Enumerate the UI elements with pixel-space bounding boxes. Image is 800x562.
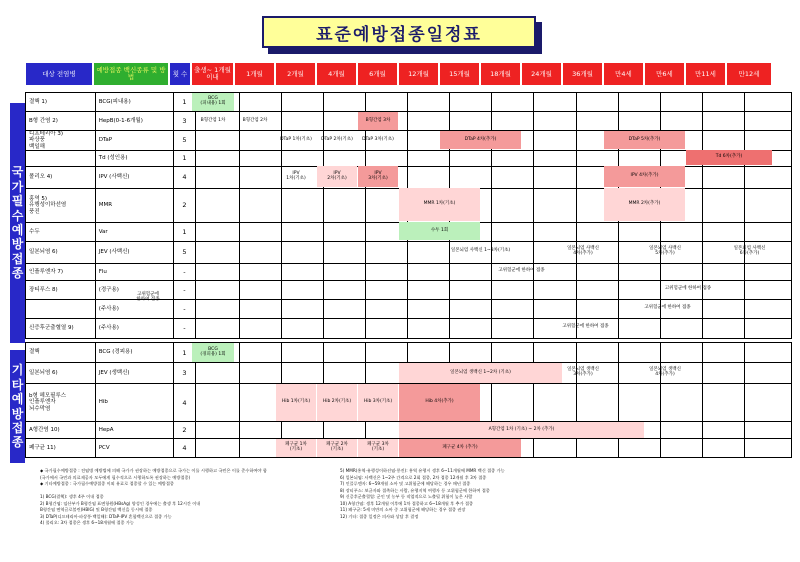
count-cell: 1 xyxy=(173,222,196,241)
schedule-cell xyxy=(618,222,660,241)
schedule-cell xyxy=(196,422,240,439)
schedule-entry: 폐구균 2차 (기초) xyxy=(317,439,357,457)
count-cell: 4 xyxy=(173,439,196,458)
schedule-cell xyxy=(660,222,702,241)
schedule-cell xyxy=(492,343,534,363)
count-cell: - xyxy=(173,263,196,280)
schedule-cell xyxy=(324,318,366,338)
schedule-cell xyxy=(282,263,324,280)
schedule-cell xyxy=(618,112,660,131)
schedule-entry: Hib 2차(기초) xyxy=(317,384,357,421)
schedule-cell xyxy=(576,112,618,131)
schedule-cell xyxy=(702,222,744,241)
schedule-cell xyxy=(282,241,324,263)
schedule-entry: DTaP 5차(추가) xyxy=(604,131,685,149)
disease-cell: 결핵 1) xyxy=(26,93,96,112)
schedule-cell xyxy=(324,280,366,299)
schedule-cell xyxy=(618,93,660,112)
header-count: 횟 수 xyxy=(170,63,190,85)
schedule-cell xyxy=(744,263,791,280)
schedule-cell xyxy=(196,222,240,241)
disease-cell: A형간염 10) xyxy=(26,422,96,439)
schedule-cell xyxy=(576,222,618,241)
header-age: 1개월 xyxy=(235,63,274,85)
schedule-cell xyxy=(450,112,492,131)
schedule-cell xyxy=(196,131,240,151)
schedule-cell xyxy=(492,112,534,131)
disease-cell: 디프테리아 3) 파상풍 백일해 xyxy=(26,131,96,151)
schedule-cell xyxy=(702,93,744,112)
schedule-cell xyxy=(702,384,744,422)
schedule-cell xyxy=(366,299,408,318)
group-label-national: 국가필수예방접종 xyxy=(10,103,25,343)
schedule-cell xyxy=(744,363,791,384)
vaccine-cell: Flu xyxy=(95,263,173,280)
typhoid-note: 고위험군에 한하여 접종 xyxy=(136,292,160,302)
schedule-entry: B형간염 2차 xyxy=(242,117,268,123)
header-vaccine: 예방접종 백신종류 및 방법 xyxy=(94,63,168,85)
schedule-entry: 고위험군에 한하여 접종 xyxy=(644,304,691,310)
schedule-cell xyxy=(576,343,618,363)
schedule-cell xyxy=(492,150,534,166)
schedule-entry: DTaP 3차(기초) xyxy=(362,136,394,142)
schedule-entry: 수두 1회 xyxy=(399,222,480,240)
schedule-cell xyxy=(702,188,744,222)
schedule-cell xyxy=(576,150,618,166)
vaccine-cell: (주사용) xyxy=(95,318,173,338)
schedule-entry: 일본뇌염 생백신 1~2차 (기초) xyxy=(399,363,562,383)
count-cell: 5 xyxy=(173,131,196,151)
header-age: 출생~ 1개월이내 xyxy=(192,63,233,85)
count-cell: 2 xyxy=(173,188,196,222)
vaccine-cell: HepA xyxy=(95,422,173,439)
schedule-cell xyxy=(744,439,791,458)
schedule-cell xyxy=(366,280,408,299)
schedule-cell xyxy=(534,343,576,363)
header-age: 6개월 xyxy=(358,63,397,85)
schedule-entry: 고위험군에 한하여 접종 xyxy=(664,285,712,291)
schedule-cell xyxy=(240,318,282,338)
disease-cell: 일본뇌염 6) xyxy=(26,241,96,263)
schedule-cell xyxy=(534,439,576,458)
vaccine-cell: (주사용) xyxy=(95,299,173,318)
schedule-entry: 폐구균 4차 (추가) xyxy=(399,439,521,457)
schedule-entry: MMR 2차(추가) xyxy=(604,188,685,221)
schedule-entry: IPV 3차(기초) xyxy=(358,166,398,187)
disease-cell: 장티푸스 8) xyxy=(26,280,96,299)
schedule-cell xyxy=(240,150,282,166)
schedule-entry: DTaP 1차(기초) xyxy=(280,136,312,142)
schedule-cell xyxy=(534,93,576,112)
schedule-cell xyxy=(744,131,791,151)
schedule-cell xyxy=(408,150,450,166)
schedule-cell xyxy=(660,439,702,458)
schedule-cell xyxy=(492,166,534,188)
disease-cell: 폐구균 11) xyxy=(26,439,96,458)
schedule-cell xyxy=(282,422,324,439)
schedule-cell xyxy=(408,280,450,299)
schedule-cell xyxy=(744,384,791,422)
header-age: 2개월 xyxy=(276,63,315,85)
vaccine-cell: (경구용) xyxy=(95,280,173,299)
schedule-cell xyxy=(366,93,408,112)
schedule-entry: IPV 1차(기초) xyxy=(286,170,306,181)
schedule-entry: IPV 4차(추가) xyxy=(604,166,685,187)
schedule-cell xyxy=(240,280,282,299)
count-cell: 4 xyxy=(173,384,196,422)
table-row xyxy=(26,93,792,112)
schedule-cell xyxy=(282,280,324,299)
schedule-cell xyxy=(450,93,492,112)
count-cell: 5 xyxy=(173,241,196,263)
schedule-cell xyxy=(240,299,282,318)
schedule-cell xyxy=(196,280,240,299)
schedule-cell xyxy=(450,299,492,318)
schedule-entry: DTaP 4차(추가) xyxy=(440,131,521,149)
schedule-cell xyxy=(196,363,240,384)
schedule-cell xyxy=(744,343,791,363)
vaccine-cell: JEV (생백신) xyxy=(95,363,173,384)
schedule-cell xyxy=(366,343,408,363)
schedule-entry: DTaP 2차(기초) xyxy=(321,136,353,142)
schedule-cell xyxy=(744,166,791,188)
schedule-entry: BCG (피내용) 1회 xyxy=(192,93,234,111)
schedule-entry: A형간염 1차 (기초) ~ 2차 (추가) xyxy=(399,422,644,438)
schedule-cell xyxy=(408,299,450,318)
schedule-entry: 폐구균 1차 (기초) xyxy=(276,439,316,457)
schedule-cell xyxy=(282,112,324,131)
header-age: 만4세 xyxy=(604,63,643,85)
notes-right: 5) MMR(홍역·유행성이하선염·풍진): 홍역 유행시 생후 6~11개월에 MMR 백신 접종 가능 6) 일본뇌염: 사백신은 1~2주 간격으로 2회 접종, 2차 접종 12개월 후 3차 접종 7) 인플루엔자: 6~59개월 소아 및 고위험군에 해당하는 경우 매년 접종 8) 장티푸스: 보균자와 접촉하는 사람, 유행지역 여행자 등 고위험군에 한하여 접종 9) 신증후군출혈열: 군인 및 농부 등 직업적으로 노출될 위험이 높은 사람 10) A형간염: 생후 12개월 이후에 1차 접종하고 6~18개월 후 추가 접종 11) 폐구균: 5세 미만의 소아 중 고위험군에 해당하는 경우 접종 권장 12) 기타: 접종 일정은 의사와 상담 후 결정 xyxy=(340,468,505,519)
schedule-cell xyxy=(702,439,744,458)
count-cell: 1 xyxy=(173,343,196,363)
schedule-cell xyxy=(282,299,324,318)
header-target: 대상 전염병 xyxy=(26,63,92,85)
schedule-cell xyxy=(702,112,744,131)
disease-cell xyxy=(26,299,96,318)
schedule-entry: 일본뇌염 생백신 4차(추가) xyxy=(649,367,681,377)
schedule-cell xyxy=(196,263,240,280)
schedule-cell xyxy=(324,299,366,318)
vaccine-cell: IPV (사백신) xyxy=(95,166,173,188)
header-age: 만6세 xyxy=(645,63,684,85)
schedule-cell xyxy=(450,166,492,188)
disease-cell: B형 간염 2) xyxy=(26,112,96,131)
schedule-cell xyxy=(744,222,791,241)
schedule-cell xyxy=(408,112,450,131)
schedule-cell xyxy=(324,343,366,363)
schedule-cell xyxy=(196,166,240,188)
vaccine-cell: JEV (사백신) xyxy=(95,241,173,263)
schedule-cell xyxy=(240,363,282,384)
header-age: 24개월 xyxy=(522,63,561,85)
schedule-cell xyxy=(660,422,702,439)
schedule-cell xyxy=(240,93,282,112)
schedule-cell xyxy=(492,280,534,299)
vaccine-cell: HepB(0-1-6개월) xyxy=(95,112,173,131)
schedule-cell xyxy=(196,439,240,458)
schedule-cell xyxy=(660,384,702,422)
schedule-entry: IPV 2차(기초) xyxy=(317,166,357,187)
schedule-entry: 일본뇌염 사백신 1~3차(기초) xyxy=(450,248,511,254)
schedule-entry: 일본뇌염 사백신 6차(추가) xyxy=(733,245,766,256)
schedule-cell xyxy=(282,363,324,384)
schedule-cell xyxy=(196,384,240,422)
vaccine-cell: BCG (경피용) xyxy=(95,343,173,363)
schedule-cell xyxy=(282,93,324,112)
schedule-cell xyxy=(660,112,702,131)
header-age: 36개월 xyxy=(563,63,602,85)
schedule-cell xyxy=(324,93,366,112)
table-row xyxy=(26,343,792,363)
schedule-cell xyxy=(534,222,576,241)
schedule-cell xyxy=(534,280,576,299)
vaccine-cell: DTaP xyxy=(95,131,173,151)
schedule-entry: 일본뇌염 사백신 4차(추가) xyxy=(567,245,599,256)
schedule-entry: B형간염 3차 xyxy=(358,112,398,130)
schedule-cell xyxy=(618,343,660,363)
schedule-entry: Hib 3차(기초) xyxy=(358,384,398,421)
schedule-cell xyxy=(324,422,366,439)
disease-cell xyxy=(26,150,96,166)
schedule-cell xyxy=(576,93,618,112)
schedule-cell xyxy=(450,280,492,299)
schedule-cell xyxy=(744,112,791,131)
schedule-cell xyxy=(576,384,618,422)
schedule-cell xyxy=(618,439,660,458)
schedule-cell xyxy=(492,299,534,318)
count-cell: 3 xyxy=(173,112,196,131)
header-age: 만12세 xyxy=(727,63,771,85)
schedule-cell xyxy=(702,263,744,280)
schedule-cell xyxy=(240,241,282,263)
schedule-cell xyxy=(450,150,492,166)
count-cell: - xyxy=(173,299,196,318)
count-cell: 3 xyxy=(173,363,196,384)
schedule-cell xyxy=(324,241,366,263)
schedule-cell xyxy=(324,222,366,241)
schedule-entry: 고위험군에 한하여 접종 xyxy=(498,267,545,273)
schedule-cell xyxy=(534,112,576,131)
disease-cell: b형 헤모필루스 인플루엔자 뇌수막염 xyxy=(26,384,96,422)
schedule-cell xyxy=(744,422,791,439)
header-age: 12개월 xyxy=(399,63,438,85)
schedule-entry: 일본뇌염 사백신 5차(추가) xyxy=(649,245,681,256)
schedule-cell xyxy=(660,263,702,280)
disease-cell: 수두 xyxy=(26,222,96,241)
schedule-entry: Hib 4차(추가) xyxy=(399,384,480,421)
header-age: 만11세 xyxy=(686,63,725,85)
schedule-cell xyxy=(492,222,534,241)
vaccine-cell: Td (성인용) xyxy=(95,150,173,166)
schedule-cell xyxy=(240,343,282,363)
schedule-cell xyxy=(408,343,450,363)
schedule-entry: 고위험군에 한하여 접종 xyxy=(562,324,609,330)
schedule-cell xyxy=(240,422,282,439)
schedule-cell xyxy=(196,188,240,222)
schedule-cell xyxy=(660,343,702,363)
table-row xyxy=(26,112,792,131)
disease-cell: 홍역 5) 유행성이하선염 풍진 xyxy=(26,188,96,222)
schedule-cell xyxy=(282,222,324,241)
page-title: 표준예방접종일정표 xyxy=(262,16,536,48)
schedule-cell xyxy=(702,343,744,363)
schedule-cell xyxy=(240,188,282,222)
count-cell: 1 xyxy=(173,150,196,166)
title-banner xyxy=(262,16,536,48)
vaccine-cell: MMR xyxy=(95,188,173,222)
header-age: 15개월 xyxy=(440,63,479,85)
schedule-cell xyxy=(744,188,791,222)
schedule-cell xyxy=(324,150,366,166)
schedule-cell xyxy=(534,188,576,222)
schedule-cell xyxy=(408,93,450,112)
schedule-entry: BCG (경피용) 1회 xyxy=(192,343,234,362)
count-cell: 1 xyxy=(173,93,196,112)
schedule-cell xyxy=(282,318,324,338)
count-cell: - xyxy=(173,280,196,299)
group-label-other: 기타예방접종 xyxy=(10,350,25,463)
schedule-cell xyxy=(196,318,240,338)
schedule-cell xyxy=(702,166,744,188)
schedule-cell xyxy=(618,150,660,166)
header-age: 18개월 xyxy=(481,63,520,85)
schedule-cell xyxy=(702,422,744,439)
schedule-cell xyxy=(744,93,791,112)
schedule-entry: Td 6차(추가) xyxy=(686,150,772,165)
schedule-cell xyxy=(492,93,534,112)
schedule-cell xyxy=(240,263,282,280)
schedule-entry: MMR 1차(기초) xyxy=(399,188,480,221)
disease-cell: 일본뇌염 6) xyxy=(26,363,96,384)
disease-cell: 폴리오 4) xyxy=(26,166,96,188)
schedule-cell xyxy=(324,188,366,222)
schedule-cell xyxy=(282,150,324,166)
schedule-cell xyxy=(492,188,534,222)
vaccine-cell: Hib xyxy=(95,384,173,422)
schedule-cell xyxy=(492,384,534,422)
schedule-cell xyxy=(240,222,282,241)
disease-cell: 신증후군출혈열 9) xyxy=(26,318,96,338)
schedule-cell xyxy=(534,150,576,166)
schedule-cell xyxy=(366,150,408,166)
schedule-entry: Hib 1차(기초) xyxy=(276,384,316,421)
schedule-cell xyxy=(324,263,366,280)
schedule-cell xyxy=(282,188,324,222)
schedule-cell xyxy=(534,166,576,188)
schedule-cell xyxy=(196,150,240,166)
notes-left: ◆ 국가필수예방접종 : 전염병 예방법에 의해 국가가 권장하는 예방접종으로 국가는 이를 시행하고 국민은 이를 준수하여야 함 (국가에서 국민과 의료제공자 모두에게 필수적으로 시행하도록 권장하는 예방접종) ◆ 기타예방접종 : 국가필수예방접종 이외 유료로 접종할 수 있는 예방접종 1) BCG(결핵): 생후 4주 이내 접종 2) B형간염: 임산부가 B형간염 표면항원(HBsAg) 양성인 경우에는 출생 후 12시간 이내 B형간염 면역글로불린(HBIG) 및 B형간염 백신을 동시에 접종 3) DTaP(디프테리아·파상풍·백일해): DTaP-IPV 혼합백신으로 접종 가능 4) 폴리오: 3차 접종은 생후 6~18개월에 접종 가능 xyxy=(40,468,267,525)
schedule-cell xyxy=(534,131,576,151)
schedule-cell xyxy=(196,299,240,318)
count-cell: 2 xyxy=(173,422,196,439)
header-age: 4개월 xyxy=(317,63,356,85)
count-cell: 4 xyxy=(173,166,196,188)
schedule-cell xyxy=(702,131,744,151)
schedule-cell xyxy=(618,384,660,422)
schedule-cell xyxy=(282,343,324,363)
schedule-entry: B형간염 1차 xyxy=(200,117,226,123)
schedule-cell xyxy=(450,343,492,363)
vaccine-cell: PCV xyxy=(95,439,173,458)
schedule-entry: 폐구균 3차 (기초) xyxy=(358,439,398,457)
schedule-cell xyxy=(702,363,744,384)
schedule-cell xyxy=(534,384,576,422)
schedule-cell xyxy=(324,363,366,384)
schedule-cell xyxy=(576,439,618,458)
schedule-cell xyxy=(408,166,450,188)
schedule-entry: 일본뇌염 생백신 3차(추가) xyxy=(567,367,599,377)
schedule-cell xyxy=(196,241,240,263)
vaccine-cell: Var xyxy=(95,222,173,241)
count-cell: - xyxy=(173,318,196,338)
schedule-cell xyxy=(660,93,702,112)
vaccine-cell: BCG(피내용) xyxy=(95,93,173,112)
table-row xyxy=(26,150,792,166)
disease-cell: 인플루엔자 7) xyxy=(26,263,96,280)
disease-cell: 결핵 xyxy=(26,343,96,363)
